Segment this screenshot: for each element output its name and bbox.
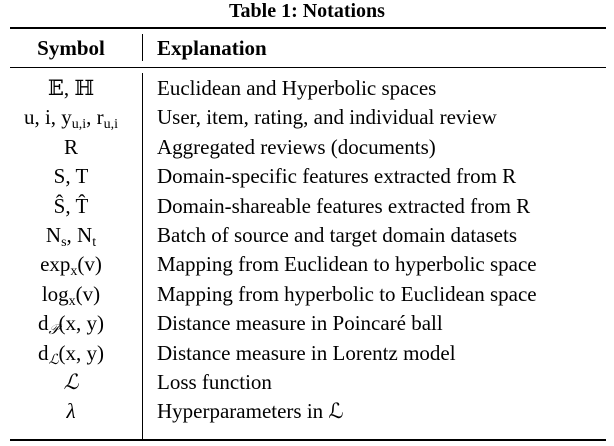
table-body	[0, 74, 614, 427]
explanation-cell: Mapping from Euclidean to hyperbolic space	[157, 252, 537, 277]
explanation-cell: User, item, rating, and individual review	[157, 105, 497, 130]
column-header-explanation: Explanation	[157, 36, 267, 60]
symbol-cell: $\exp_x(v)$	[40, 252, 102, 280]
symbol-cell: ℒ	[63, 369, 79, 394]
table-row	[0, 280, 614, 309]
top-rule	[10, 27, 606, 29]
explanation-cell: Distance measure in Poincaré ball	[157, 311, 443, 336]
table-row	[0, 309, 614, 338]
symbol-cell: u, i, $y_{u,i}$, $r_{u,i}$	[23, 105, 119, 133]
symbol-cell: 𝔼, ℍ	[47, 76, 95, 100]
explanation-cell: Distance measure in Lorentz model	[157, 340, 456, 365]
table-caption: Table 1: Notations	[229, 0, 385, 22]
explanation-cell: Batch of source and target domain datasets	[157, 222, 517, 247]
table-row	[0, 221, 614, 250]
table-row	[0, 250, 614, 279]
explanation-cell: Domain-specific features extracted from R	[157, 164, 517, 189]
symbol-cell: Ŝ, T̂	[53, 193, 89, 218]
bottom-rule	[10, 439, 606, 441]
symbol-cell: R	[63, 134, 78, 159]
table-row	[0, 339, 614, 368]
symbol-cell: S, T	[53, 164, 89, 189]
symbol-cell: $d_𝒫(x$, y)	[37, 311, 105, 339]
explanation-cell: Euclidean and Hyperbolic spaces	[157, 76, 437, 100]
explanation-cell: Mapping from hyperbolic to Euclidean space	[157, 281, 537, 306]
header-rule	[10, 67, 606, 68]
header-column-divider	[142, 34, 143, 61]
explanation-cell: Aggregated reviews (documents)	[157, 134, 436, 159]
table-row	[0, 103, 614, 132]
symbol-cell: $\log_x(v)$	[41, 281, 101, 309]
table-row	[0, 133, 614, 162]
table-row	[0, 74, 614, 103]
symbol-cell: $N_s$, $N_t$	[45, 222, 97, 250]
explanation-cell: Domain-shareable features extracted from R	[157, 193, 531, 218]
explanation-cell: Loss function	[157, 369, 272, 394]
explanation-cell: Hyperparameters in ℒ	[157, 399, 344, 424]
symbol-cell: λ	[66, 399, 76, 424]
table-row	[0, 162, 614, 191]
table-row	[0, 397, 614, 426]
table-row	[0, 192, 614, 221]
table-row	[0, 368, 614, 397]
column-header-symbol: Symbol	[37, 36, 105, 60]
symbol-cell: $d_ℒ(x$, y)	[37, 340, 105, 368]
